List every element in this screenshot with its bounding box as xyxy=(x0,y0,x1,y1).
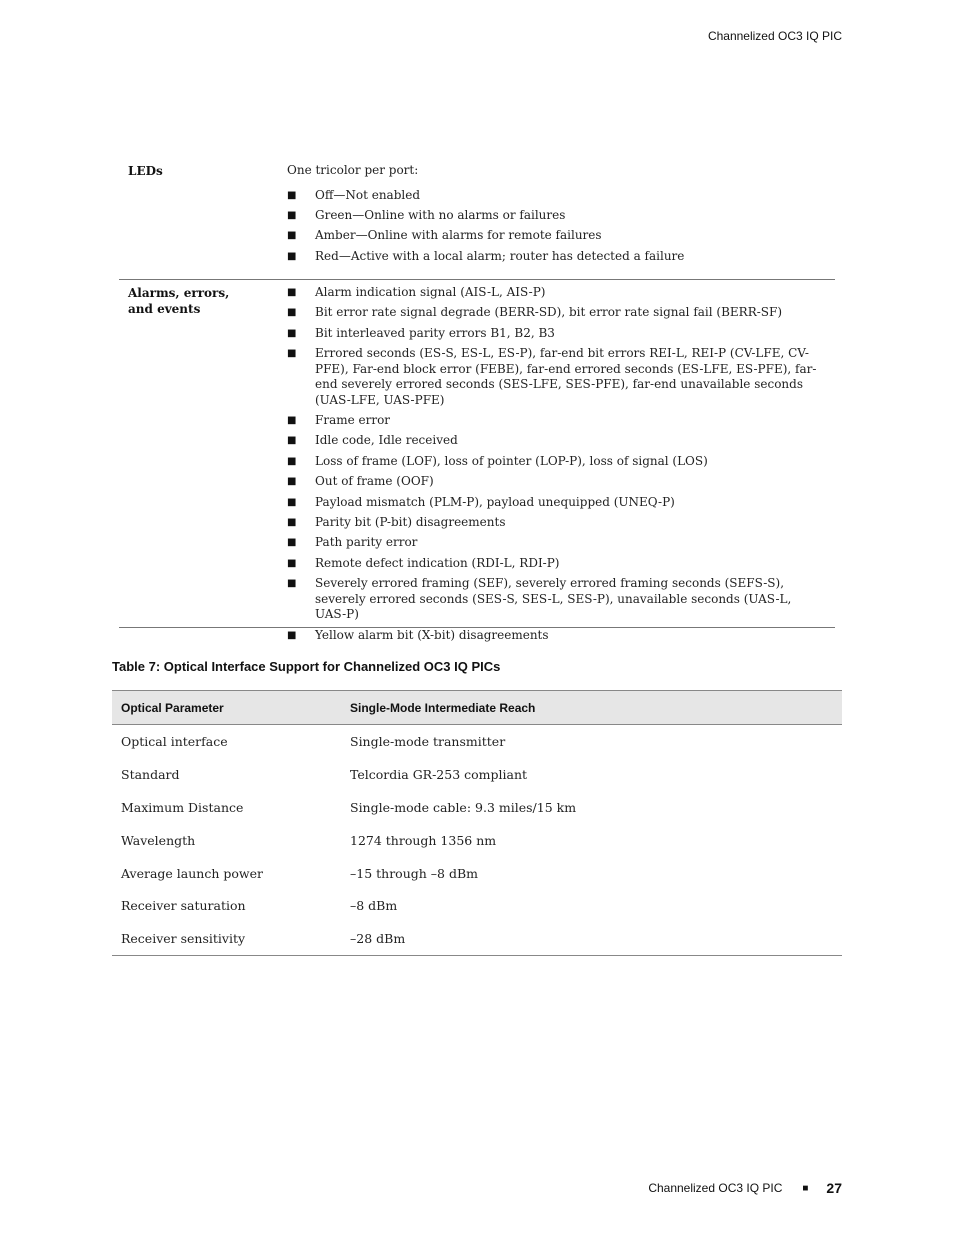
table-row xyxy=(112,758,842,791)
spec-content xyxy=(287,280,835,642)
column-header: Optical Parameter xyxy=(121,700,224,715)
value-cell: Telcordia GR-253 compliant xyxy=(350,766,528,782)
bullet-square-icon: ■ xyxy=(287,517,297,529)
bullet-square-icon: ■ xyxy=(287,189,297,201)
table-row xyxy=(112,725,842,758)
running-header: Channelized OC3 IQ PIC xyxy=(707,29,842,43)
list-item xyxy=(287,576,835,623)
list-item-text: Idle code, Idle received xyxy=(315,433,458,448)
table-caption: Table 7: Optical Interface Support for Channelized OC3 IQ PICs xyxy=(112,659,501,674)
list-item-text: Payload mismatch (PLM-P), payload unequipped (UNEQ-P) xyxy=(315,494,675,509)
list-item-text: Remote defect indication (RDI-L, RDI-P) xyxy=(315,555,560,570)
list-item xyxy=(287,285,835,301)
list-item xyxy=(287,433,835,449)
list-item xyxy=(287,495,835,511)
list-item-text: Off—Not enabled xyxy=(315,187,421,202)
list-item xyxy=(287,628,835,644)
list-item xyxy=(287,556,835,572)
value-cell: –15 through –8 dBm xyxy=(350,865,478,881)
spec-content xyxy=(287,160,835,279)
bullet-square-icon: ■ xyxy=(287,537,297,549)
table-row xyxy=(112,824,842,857)
list-item-text: Errored seconds (ES-S, ES-L, ES-P), far-end bit errors REI-L, REI-P (CV-LFE, CV-PFE), Far-end block error (FEBE), far-end errored seconds (ES-LFE, ES-PFE), far-end severely errored seconds (SES-LFE, SES-PFE), far-end unavailable seconds (UAS-LFE, UAS-PFE) xyxy=(315,346,817,407)
bullet-square-icon: ■ xyxy=(287,557,297,569)
value-cell: –28 dBm xyxy=(350,931,406,947)
spec-row-alarms xyxy=(119,280,835,642)
list-item-text: Severely errored framing (SEF), severely errored framing seconds (SEFS-S), severely errored seconds (SES-S, SES-L, SES-P), unavailable seconds (UAS-L, UAS-P) xyxy=(315,576,792,622)
bullet-list xyxy=(287,285,835,643)
footer-title: Channelized OC3 IQ PIC xyxy=(648,1181,783,1195)
bullet-square-icon: ■ xyxy=(287,435,297,447)
parameter-cell: Wavelength xyxy=(121,832,196,848)
table-row xyxy=(112,922,842,955)
list-item-text: Frame error xyxy=(315,413,391,428)
spec-label: LEDs xyxy=(128,164,163,178)
spec-table xyxy=(119,160,835,642)
table-row xyxy=(112,791,842,824)
optical-table xyxy=(112,690,842,956)
parameter-cell: Average launch power xyxy=(121,865,263,881)
parameter-cell: Receiver saturation xyxy=(121,898,246,914)
list-item xyxy=(287,474,835,490)
list-item-text: Parity bit (P-bit) disagreements xyxy=(315,515,506,530)
parameter-cell: Optical interface xyxy=(121,733,228,749)
bullet-square-icon: ■ xyxy=(287,455,297,467)
bullet-square-icon: ■ xyxy=(287,476,297,488)
parameter-cell: Maximum Distance xyxy=(121,799,244,815)
list-item-text: Green—Online with no alarms or failures xyxy=(315,207,566,222)
bullet-square-icon: ■ xyxy=(287,496,297,508)
value-cell: 1274 through 1356 nm xyxy=(350,832,497,848)
list-item xyxy=(287,208,835,224)
list-item xyxy=(287,346,835,408)
bullet-square-icon: ■ xyxy=(287,629,297,641)
value-cell: Single-mode cable: 9.3 miles/15 km xyxy=(350,799,577,815)
list-item-text: Loss of frame (LOF), loss of pointer (LOP-P), loss of signal (LOS) xyxy=(315,453,708,468)
bullet-square-icon: ■ xyxy=(287,209,297,221)
list-item-text: Out of frame (OOF) xyxy=(315,474,434,489)
list-item xyxy=(287,188,835,204)
table-header-row xyxy=(112,690,842,725)
list-item-text: Red—Active with a local alarm; router has detected a failure xyxy=(315,248,685,263)
page-number: 27 xyxy=(826,1180,842,1196)
list-item xyxy=(287,249,835,265)
spec-label-text: Alarms, errors, and events xyxy=(128,286,230,316)
list-item xyxy=(287,515,835,531)
list-item-text: Yellow alarm bit (X-bit) disagreements xyxy=(315,627,549,642)
list-item-text: Bit interleaved parity errors B1, B2, B3 xyxy=(315,325,555,340)
value-cell: –8 dBm xyxy=(350,898,398,914)
list-item-text: Amber—Online with alarms for remote failures xyxy=(315,228,602,243)
bullet-square-icon: ■ xyxy=(287,250,297,262)
parameter-cell: Standard xyxy=(121,766,180,782)
list-item-text: Path parity error xyxy=(315,535,418,550)
value-cell: Single-mode transmitter xyxy=(350,733,506,749)
list-item xyxy=(287,535,835,551)
page-footer xyxy=(648,1180,842,1196)
bullet-square-icon: ■ xyxy=(287,578,297,590)
bullet-square-icon: ■ xyxy=(287,230,297,242)
list-item xyxy=(287,454,835,470)
table-row xyxy=(112,857,842,890)
list-item-text: Alarm indication signal (AIS-L, AIS-P) xyxy=(315,285,546,299)
parameter-cell: Receiver sensitivity xyxy=(121,931,246,947)
table-row xyxy=(112,889,842,922)
bullet-square-icon: ■ xyxy=(287,348,297,360)
bullet-square-icon: ■ xyxy=(287,415,297,427)
list-item xyxy=(287,413,835,429)
spec-intro: One tricolor per port: xyxy=(287,163,419,177)
bullet-square-icon: ■ xyxy=(287,327,297,339)
list-item xyxy=(287,228,835,244)
table-body xyxy=(112,725,842,955)
footer-separator: ■ xyxy=(802,1182,809,1194)
list-item xyxy=(287,305,835,321)
bullet-square-icon: ■ xyxy=(287,287,297,298)
list-item xyxy=(287,326,835,342)
spec-row-leds xyxy=(119,160,835,280)
spec-label xyxy=(119,280,287,627)
column-header: Single-Mode Intermediate Reach xyxy=(350,700,536,715)
bullet-square-icon: ■ xyxy=(287,307,297,319)
bullet-list xyxy=(287,188,835,265)
list-item-text: Bit error rate signal degrade (BERR-SD), bit error rate signal fail (BERR-SF) xyxy=(315,305,783,320)
